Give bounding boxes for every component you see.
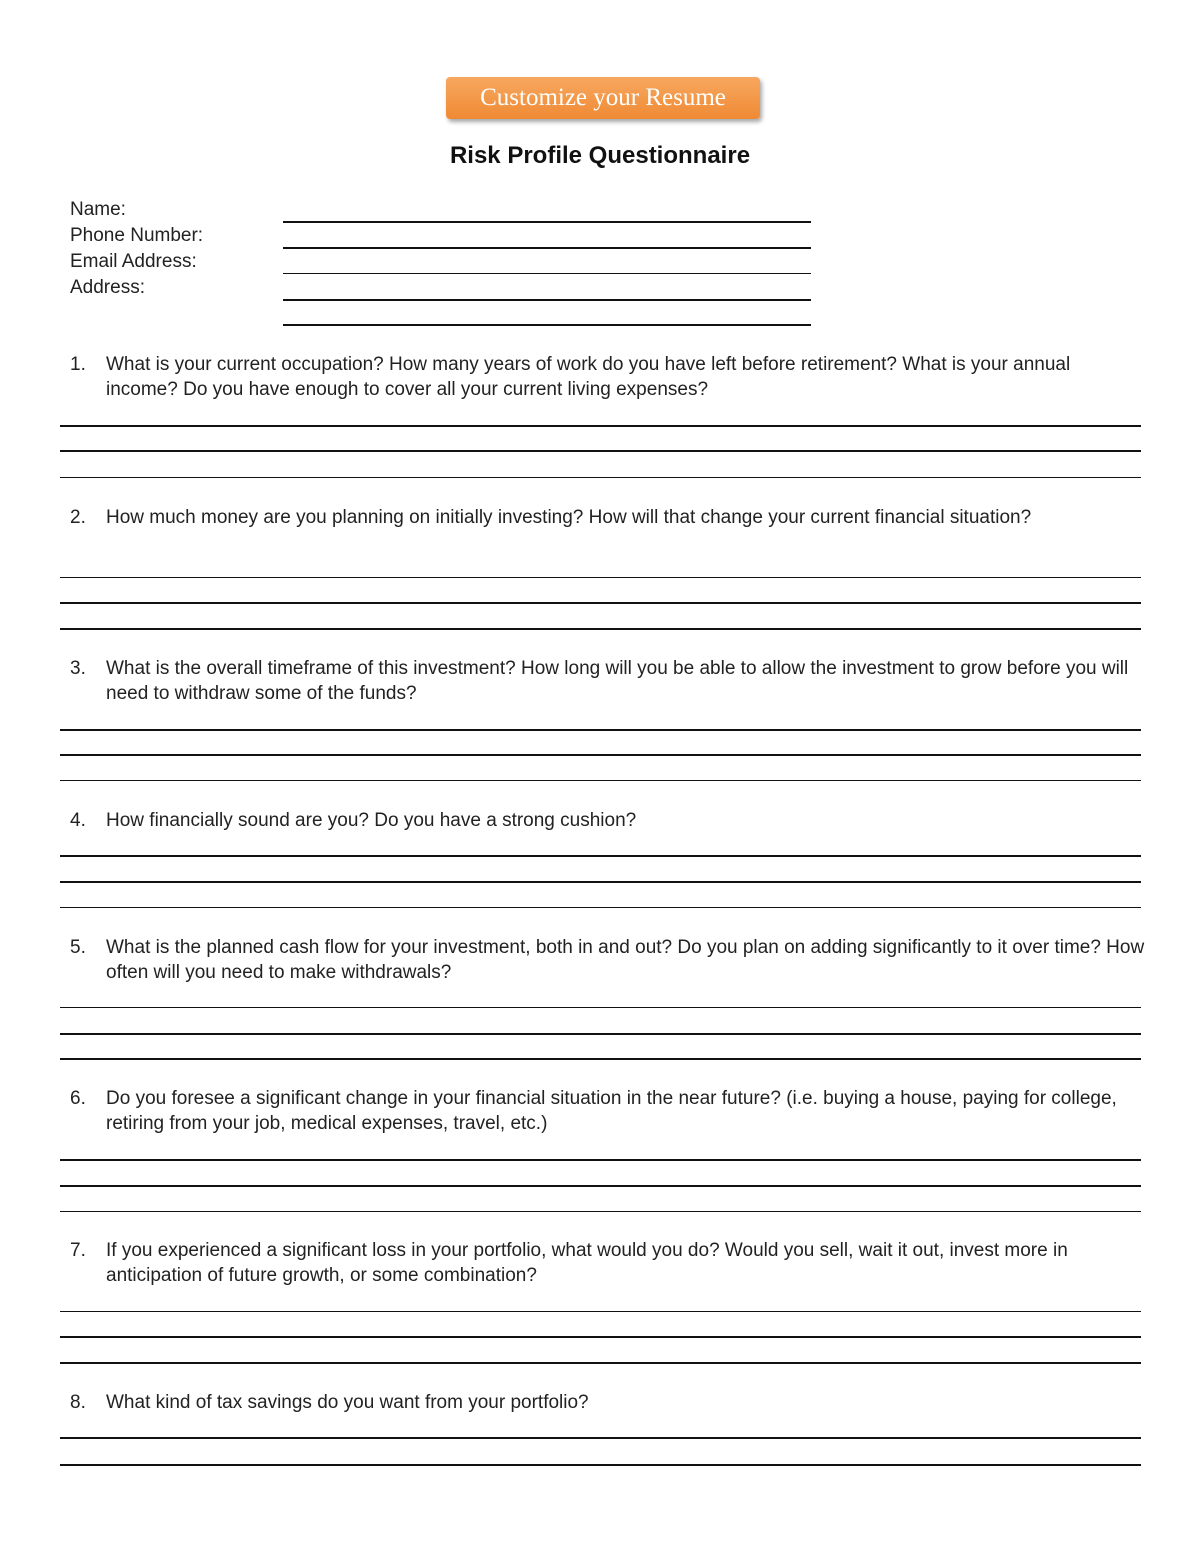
answer-line[interactable]: [60, 1185, 1141, 1187]
question-text: What is your current occupation? How many years of work do you have left before retirement? What is your annual income? Do you have enough to cover all your current living expenses?: [106, 354, 1071, 400]
question-number: 2.: [70, 507, 86, 528]
address-field-line-2[interactable]: [283, 324, 811, 326]
question-3: [70, 656, 1145, 706]
customize-resume-button[interactable]: Customize your Resume: [446, 77, 760, 119]
answer-line[interactable]: [60, 881, 1141, 883]
question-text: If you experienced a significant loss in your portfolio, what would you do? Would you sell, wait it out, invest more in anticipation of future growth, or some combination?: [106, 1240, 1068, 1286]
question-7: [70, 1238, 1145, 1288]
question-text: What is the planned cash flow for your investment, both in and out? Do you plan on adding significantly to it over time? How often will you need to make withdrawals?: [106, 937, 1145, 983]
phone-label: Phone Number:: [70, 225, 204, 246]
answer-line[interactable]: [60, 754, 1141, 756]
name-field-line[interactable]: [283, 221, 811, 223]
answer-line[interactable]: [60, 628, 1141, 630]
answer-line[interactable]: [60, 855, 1141, 857]
question-4: [70, 808, 1145, 833]
question-number: 6.: [70, 1088, 86, 1109]
question-2: [70, 505, 1145, 530]
address-label: Address:: [70, 277, 145, 298]
question-text: Do you foresee a significant change in your financial situation in the near future? (i.e. buying a house, paying for college, retiring from your job, medical expenses, travel, etc.): [106, 1088, 1117, 1134]
answer-line[interactable]: [60, 780, 1141, 781]
answer-line[interactable]: [60, 1464, 1141, 1466]
question-number: 4.: [70, 810, 86, 831]
answer-line[interactable]: [60, 425, 1141, 427]
answer-line[interactable]: [60, 1336, 1141, 1338]
answer-line[interactable]: [60, 907, 1141, 908]
address-field-line[interactable]: [283, 299, 811, 301]
question-text: What kind of tax savings do you want from your portfolio?: [106, 1392, 589, 1413]
answer-line[interactable]: [60, 577, 1141, 578]
email-label: Email Address:: [70, 251, 197, 272]
question-5: [70, 935, 1145, 985]
answer-line[interactable]: [60, 1211, 1141, 1212]
answer-line[interactable]: [60, 1437, 1141, 1439]
answer-line[interactable]: [60, 1159, 1141, 1161]
answer-line[interactable]: [60, 602, 1141, 604]
email-field-line[interactable]: [283, 273, 811, 274]
answer-line[interactable]: [60, 1033, 1141, 1035]
answer-line[interactable]: [60, 1362, 1141, 1364]
question-text: How financially sound are you? Do you have a strong cushion?: [106, 810, 637, 831]
question-1: [70, 352, 1145, 402]
question-6: [70, 1086, 1145, 1136]
name-label: Name:: [70, 199, 126, 220]
question-number: 3.: [70, 658, 86, 679]
answer-line[interactable]: [60, 477, 1141, 478]
answer-line[interactable]: [60, 450, 1141, 452]
question-number: 7.: [70, 1240, 86, 1261]
answer-line[interactable]: [60, 1311, 1141, 1312]
page-title: Risk Profile Questionnaire: [449, 142, 751, 169]
answer-line[interactable]: [60, 729, 1141, 731]
question-text: How much money are you planning on initially investing? How will that change your current financial situation?: [106, 507, 1032, 528]
question-number: 5.: [70, 937, 86, 958]
question-text: What is the overall timeframe of this investment? How long will you be able to allow the investment to grow before you will need to withdraw some of the funds?: [106, 658, 1129, 704]
question-number: 8.: [70, 1392, 86, 1413]
answer-line[interactable]: [60, 1007, 1141, 1008]
phone-field-line[interactable]: [283, 247, 811, 249]
question-8: [70, 1390, 1145, 1415]
answer-line[interactable]: [60, 1058, 1141, 1060]
question-number: 1.: [70, 354, 86, 375]
